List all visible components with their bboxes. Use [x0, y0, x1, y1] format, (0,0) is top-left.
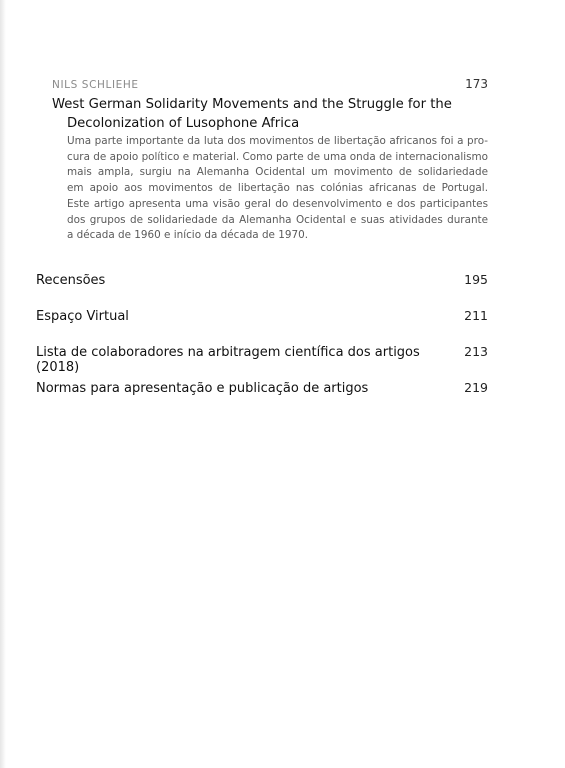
abstract-line: dos grupos de solidariedade da Alemanha Ocidental e suas atividades durante: [67, 213, 488, 226]
toc-entry-label: Lista de colaboradores na arbitragem científica dos artigos (2018): [36, 345, 420, 375]
abstract-line: a década de 1960 e início da década de 1970.: [67, 229, 308, 242]
toc-entry-lista-colaboradores: [36, 344, 488, 375]
article-title-line-2: Decolonization of Lusophone Africa: [67, 116, 300, 131]
toc-entry-page: 211: [464, 308, 488, 323]
article-header-row: [52, 77, 488, 93]
toc-entry-label: Normas para apresentação e publicação de artigos: [36, 381, 369, 396]
abstract-line: Uma parte importante da luta dos movimentos de libertação africanos foi a pro-: [67, 135, 488, 147]
page-edge-shadow: [0, 0, 6, 768]
toc-entry-page: 219: [464, 380, 488, 395]
abstract-line: Este artigo apresenta uma visão geral do desenvolvimento e dos participantes: [67, 197, 488, 210]
article-page-number: 173: [465, 77, 488, 91]
toc-entry-label: Espaço Virtual: [36, 309, 129, 324]
toc-entry-page: 195: [464, 272, 488, 287]
toc-entry-espaco-virtual: [36, 308, 488, 324]
article-title-line-1: West German Solidarity Movements and the Struggle for the: [52, 97, 452, 112]
abstract-line: em apoio aos movimentos de libertação nas colónias africanas de Portugal.: [67, 182, 488, 195]
article-entry: [52, 77, 488, 244]
article-title: [52, 95, 488, 133]
toc-entry-normas: [36, 380, 488, 396]
toc-entry-recensoes: [36, 272, 488, 288]
article-author: NILS SCHLIEHE: [52, 79, 139, 91]
article-abstract: [67, 134, 488, 244]
abstract-line: mais ampla, surgiu na Alemanha Ocidental um movimento de solidariedade: [67, 166, 488, 179]
abstract-line: cura de apoio político e material. Como parte de uma onda de internacionalismo: [67, 150, 488, 163]
toc-entry-label: Recensões: [36, 273, 106, 288]
toc-entry-page: 213: [464, 344, 488, 359]
